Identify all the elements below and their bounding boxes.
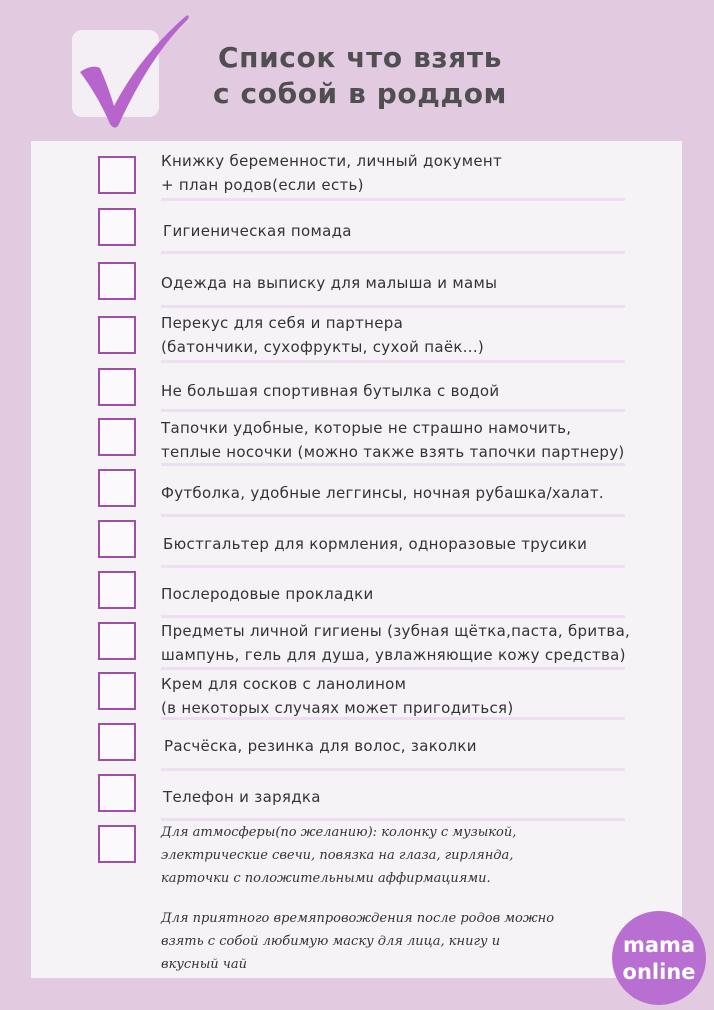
item-text: Крем для сосков с ланолином (161, 675, 407, 693)
checkbox[interactable] (98, 825, 136, 863)
checklist-item (161, 311, 661, 359)
badge-line-2: online (622, 960, 696, 984)
checklist-item (161, 619, 661, 667)
note-line: вкусный чай (161, 957, 248, 972)
checklist-item (161, 271, 661, 295)
note-line: Для атмосферы(по желанию): колонку с музыкой, (161, 825, 517, 840)
divider (161, 717, 625, 720)
checkbox[interactable] (98, 316, 136, 354)
checklist-item (161, 582, 661, 606)
checkbox[interactable] (98, 156, 136, 194)
item-text: Перекус для себя и партнера (161, 314, 404, 332)
checklist-item (161, 416, 661, 464)
item-text: (батончики, сухофрукты, сухой паёк...) (161, 338, 485, 356)
checklist-card (31, 141, 682, 978)
note-line: взять с собой любимую маску для лица, книгу и (161, 934, 501, 949)
checklist-logo (72, 30, 159, 117)
note-line: Для приятного времяпровождения после родов можно (161, 911, 555, 926)
checkbox[interactable] (98, 571, 136, 609)
checklist-item (161, 481, 661, 505)
item-text: (в некоторых случаях может пригодиться) (161, 699, 514, 717)
checkbox[interactable] (98, 368, 136, 406)
divider (161, 198, 625, 201)
item-text: Послеродовые прокладки (161, 585, 374, 603)
divider (161, 360, 625, 363)
checkbox[interactable] (98, 520, 136, 558)
checkbox[interactable] (98, 208, 136, 246)
item-text: Предметы личной гигиены (зубная щётка,паста, бритва, (161, 622, 631, 640)
divider (161, 409, 625, 412)
extra-note (161, 907, 621, 976)
item-text: Одежда на выписку для малыша и мамы (161, 274, 498, 292)
checkbox[interactable] (98, 723, 136, 761)
badge-line-1: mama (622, 933, 696, 957)
item-text: Футболка, удобные леггинсы, ночная рубашка/халат. (161, 484, 604, 502)
checkbox[interactable] (98, 672, 136, 710)
item-text: Бюстгальтер для кормления, одноразовые трусики (163, 535, 588, 553)
checkbox[interactable] (98, 262, 136, 300)
page-title (180, 40, 540, 112)
item-text: Тапочки удобные, которые не страшно намочить, (161, 419, 572, 437)
checklist-item (164, 734, 664, 758)
checklist-item (163, 532, 663, 556)
checkbox[interactable] (98, 418, 136, 456)
divider (161, 768, 625, 771)
optional-note (161, 821, 621, 890)
item-text: Расчёска, резинка для волос, заколки (164, 737, 477, 755)
item-text: Не большая спортивная бутылка с водой (161, 382, 500, 400)
divider (161, 615, 625, 618)
item-text: Телефон и зарядка (163, 788, 321, 806)
title-line-2: с собой в роддом (212, 77, 508, 110)
checklist-item (163, 219, 663, 243)
divider (161, 463, 625, 466)
checkbox[interactable] (98, 622, 136, 660)
item-text: Гигиеническая помада (163, 222, 352, 240)
item-text: теплые носочки (можно также взять тапочки партнеру) (161, 443, 625, 461)
checklist-item (163, 785, 663, 809)
checklist-item (161, 149, 661, 197)
divider (161, 565, 625, 568)
divider (161, 514, 625, 517)
note-line: электрические свечи, повязка на глаза, гирлянда, (161, 848, 514, 863)
checklist-item (161, 672, 661, 720)
divider (161, 667, 625, 670)
checklist-item (161, 379, 661, 403)
divider (161, 251, 625, 254)
item-text: Книжку беременности, личный документ (161, 152, 502, 170)
note-line: карточки с положительными аффирмациями. (161, 871, 491, 886)
checkbox[interactable] (98, 774, 136, 812)
brand-badge[interactable] (612, 911, 706, 1005)
checkbox[interactable] (98, 469, 136, 507)
item-text: шампунь, гель для душа, увлажняющие кожу средства) (161, 646, 626, 664)
title-line-1: Список что взять (217, 41, 503, 74)
item-text: + план родов(если есть) (161, 176, 364, 194)
divider (161, 305, 625, 308)
